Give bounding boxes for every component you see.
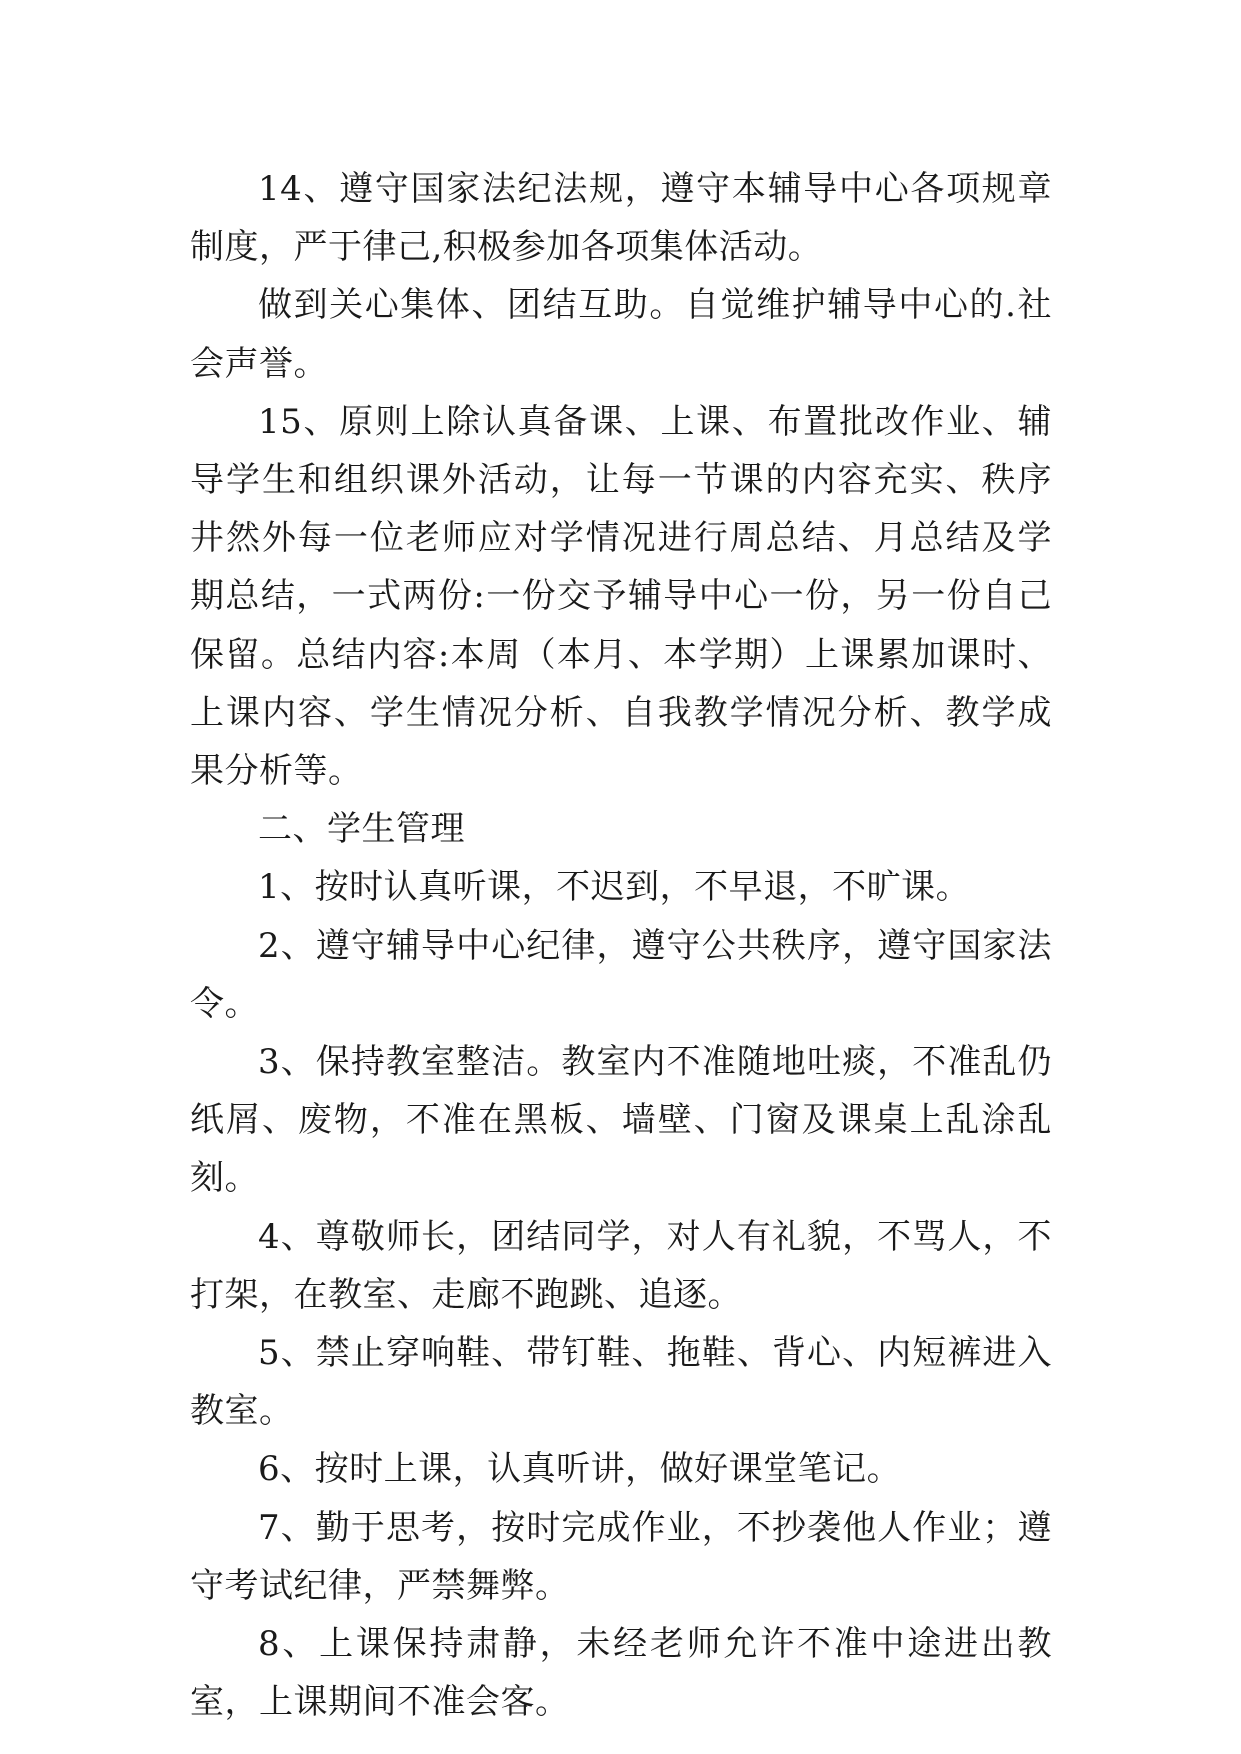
- rule-item-2: 2、遵守辅导中心纪律，遵守公共秩序，遵守国家法令。: [190, 925, 1052, 1024]
- rule-item-4: 4、尊敬师长，团结同学，对人有礼貌，不骂人，不打架，在教室、走廊不跑跳、追逐。: [190, 1216, 1052, 1315]
- document-body: [190, 160, 1052, 1731]
- rule-item-1: 1、按时认真听课，不迟到，不早退，不旷课。: [258, 867, 971, 908]
- section-heading-student-management: 二、学生管理: [258, 809, 465, 850]
- rule-item-3: 3、保持教室整洁。教室内不准随地吐痰，不准乱仍纸屑、废物，不准在黑板、墙壁、门窗及课桌上乱涂乱刻。: [190, 1042, 1052, 1199]
- paragraph-15: 15、原则上除认真备课、上课、布置批改作业、辅导学生和组织课外活动，让每一节课的内容充实、秩序井然外每一位老师应对学情况进行周总结、月总结及学期总结，一式两份:一份交予辅导中心一份，另一份自己保留。总结内容:本周（本月、本学期）上课累加课时、上课内容、学生情况分析、自我教学情况分析、教学成果分析等。: [190, 401, 1052, 792]
- rule-item-5: 5、禁止穿响鞋、带钉鞋、拖鞋、背心、内短裤进入教室。: [190, 1333, 1052, 1432]
- rule-item-7: 7、勤于思考，按时完成作业，不抄袭他人作业；遵守考试纪律，严禁舞弊。: [190, 1507, 1052, 1606]
- paragraph-14: 14、遵守国家法纪法规，遵守本辅导中心各项规章制度，严于律己,积极参加各项集体活动。: [190, 169, 1052, 268]
- rule-item-6: 6、按时上课，认真听讲，做好课堂笔记。: [258, 1449, 902, 1490]
- rule-item-8: 8、上课保持肃静，未经老师允许不准中途进出教室，上课期间不准会客。: [190, 1624, 1052, 1723]
- paragraph-14-continued: 做到关心集体、团结互助。自觉维护辅导中心的.社会声誉。: [190, 285, 1052, 384]
